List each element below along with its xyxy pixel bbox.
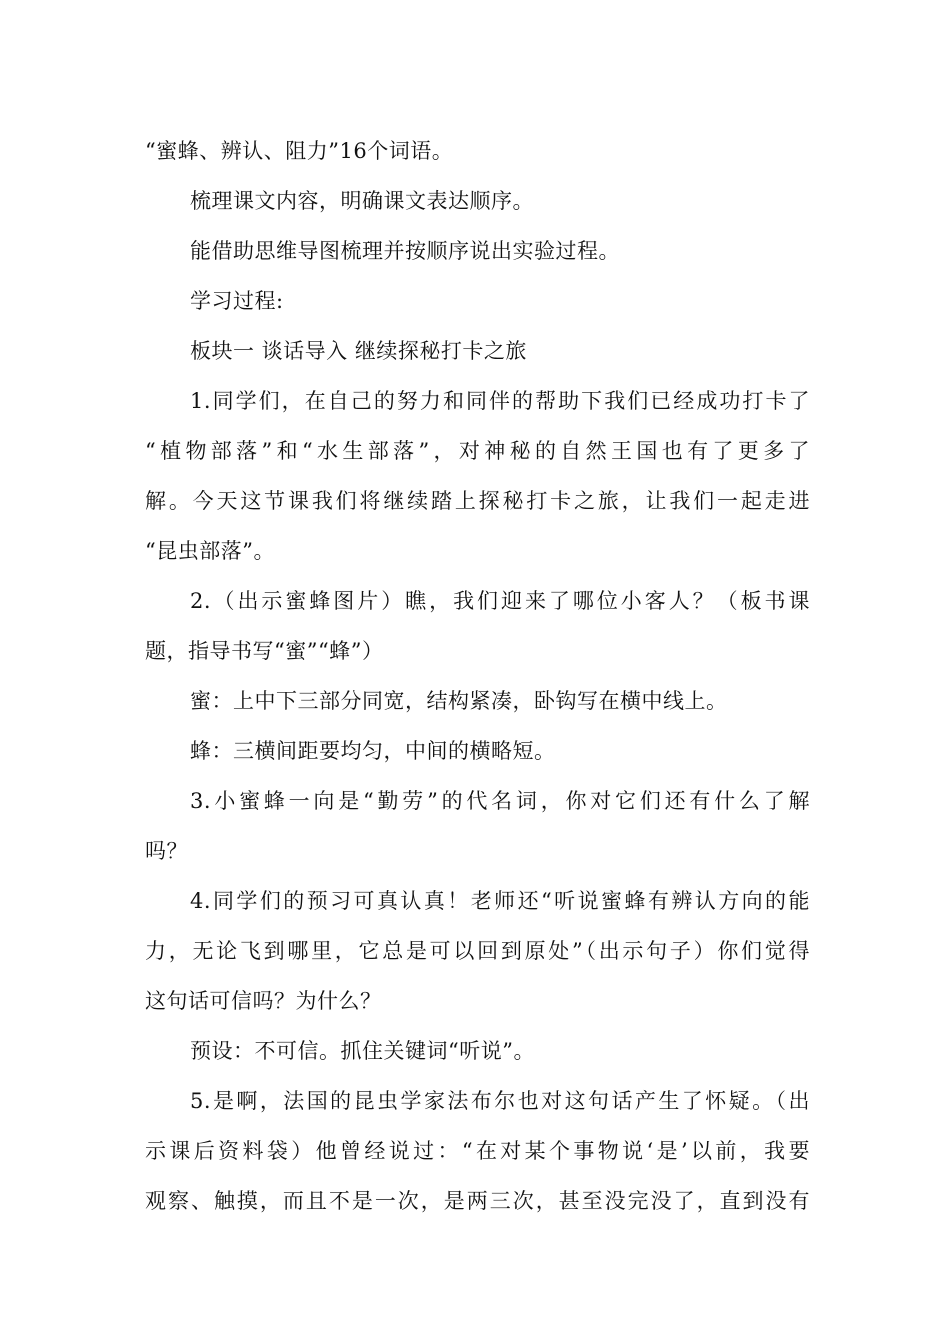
text-line-2: 梳理课文内容，明确课文表达顺序。 bbox=[190, 189, 534, 213]
text-line-17: 力，无论飞到哪里，它总是可以回到原处”（出示句子）你们觉得 bbox=[145, 939, 810, 963]
text-line-18: 这句话可信吗？为什么？ bbox=[145, 989, 382, 1013]
text-line-16: 4.同学们的预习可真认真！老师还“听说蜜蜂有辨认方向的能 bbox=[190, 889, 810, 913]
text-line-13: 蜂：三横间距要均匀，中间的横略短。 bbox=[190, 739, 556, 763]
text-line-15: 吗？ bbox=[145, 839, 188, 863]
text-line-10: 2.（出示蜜蜂图片）瞧，我们迎来了哪位小客人？（板书课 bbox=[190, 589, 810, 613]
text-line-19: 预设：不可信。抓住关键词“听说”。 bbox=[190, 1039, 535, 1063]
text-line-7: “植物部落”和“水生部落”，对神秘的自然王国也有了更多了 bbox=[145, 439, 810, 463]
text-line-3: 能借助思维导图梳理并按顺序说出实验过程。 bbox=[190, 239, 620, 263]
text-line-20: 5.是啊，法国的昆虫学家法布尔也对这句话产生了怀疑。（出 bbox=[190, 1089, 810, 1113]
section-heading: 板块一 谈话导入 继续探秘打卡之旅 bbox=[190, 339, 527, 363]
text-line-9: “昆虫部落”。 bbox=[145, 539, 275, 563]
text-line-6: 1.同学们，在自己的努力和同伴的帮助下我们已经成功打卡了 bbox=[190, 389, 810, 413]
text-line-22: 观察、触摸，而且不是一次，是两三次，甚至没完没了，直到没有 bbox=[145, 1189, 810, 1213]
text-line-4: 学习过程: bbox=[190, 289, 284, 313]
text-line-8: 解。今天这节课我们将继续踏上探秘打卡之旅，让我们一起走进 bbox=[145, 489, 810, 513]
text-line-11: 题，指导书写“蜜”“蜂”） bbox=[145, 639, 384, 663]
text-line-14: 3.小蜜蜂一向是“勤劳”的代名词，你对它们还有什么了解 bbox=[190, 789, 810, 813]
text-line-21: 示课后资料袋）他曾经说过：“在对某个事物说‘是’以前，我要 bbox=[145, 1139, 810, 1163]
text-line-1: “蜜蜂、辨认、阻力”16个词语。 bbox=[145, 139, 454, 163]
text-line-12: 蜜：上中下三部分同宽，结构紧凑，卧钩写在横中线上。 bbox=[190, 689, 728, 713]
